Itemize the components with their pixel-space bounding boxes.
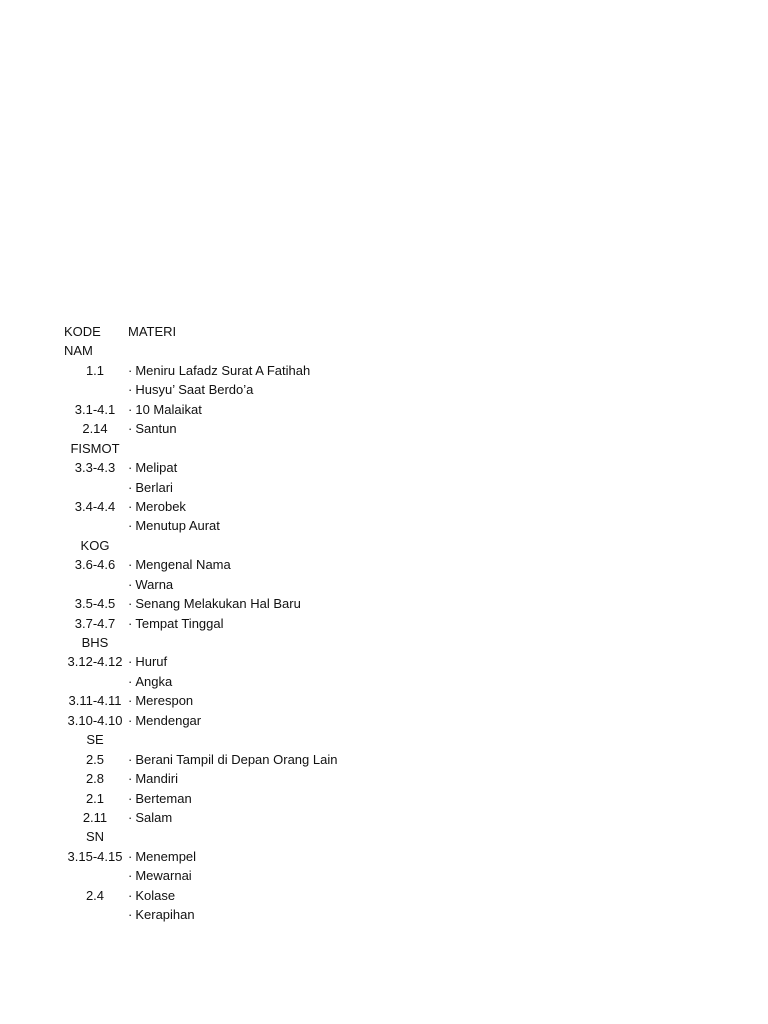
bullet-icon: · <box>128 615 133 631</box>
kode-cell: 3.7-4.7 <box>74 615 116 631</box>
materi-text: Tempat Tinggal <box>135 615 224 631</box>
materi-cell <box>128 691 193 710</box>
table-row <box>64 847 384 866</box>
materi-text: Kerapihan <box>135 907 195 923</box>
bullet-icon: · <box>128 887 133 903</box>
materi-text: Senang Melakukan Hal Baru <box>135 596 301 612</box>
materi-cell <box>128 808 172 827</box>
kode-cell: 3.4-4.4 <box>74 498 116 514</box>
kode-cell: 1.1 <box>85 362 105 378</box>
bullet-icon: · <box>128 557 133 573</box>
bullet-icon: · <box>128 362 133 378</box>
section-label: SN <box>85 829 105 845</box>
table-row <box>64 380 384 399</box>
materi-cell <box>128 886 175 905</box>
bullet-icon: · <box>128 868 133 884</box>
materi-text: Mandiri <box>135 771 178 787</box>
materi-text: Salam <box>135 809 173 825</box>
materi-text: Santun <box>135 421 177 437</box>
materi-cell <box>128 905 195 924</box>
materi-text: Angka <box>135 673 173 689</box>
bullet-icon: · <box>128 771 133 787</box>
bullet-icon: · <box>128 498 133 514</box>
bullet-icon: · <box>128 673 133 689</box>
materi-header: MATERI <box>128 324 177 339</box>
bullet-icon: · <box>128 693 133 709</box>
materi-cell <box>128 516 220 535</box>
bullet-icon: · <box>128 712 133 728</box>
materi-cell <box>128 555 231 574</box>
kode-cell: 2.4 <box>85 887 105 903</box>
kode-cell: 2.14 <box>82 421 108 437</box>
section-row <box>64 827 384 846</box>
kode-cell: 3.5-4.5 <box>74 596 116 612</box>
table-row <box>64 886 384 905</box>
table-row <box>64 691 384 710</box>
materi-text: Kolase <box>135 887 176 903</box>
materi-text: Warna <box>135 576 174 592</box>
materi-text: Meniru Lafadz Surat A Fatihah <box>135 362 311 378</box>
materi-cell <box>128 789 192 808</box>
materi-cell <box>128 594 301 613</box>
kode-cell: 3.12-4.12 <box>67 654 123 670</box>
section-row <box>64 341 384 360</box>
materi-text: Berlari <box>135 479 173 495</box>
table-row <box>64 769 384 788</box>
materi-cell <box>128 614 224 633</box>
kode-cell: 3.1-4.1 <box>74 401 116 417</box>
table-row <box>64 594 384 613</box>
kode-cell: 2.5 <box>85 751 105 767</box>
materi-cell <box>128 361 310 380</box>
bullet-icon: · <box>128 460 133 476</box>
materi-text: Merobek <box>135 498 186 514</box>
table-row <box>64 555 384 574</box>
section-label: SE <box>86 732 104 748</box>
materi-text: 10 Malaikat <box>135 401 202 417</box>
materi-cell <box>128 575 173 594</box>
table-header-row <box>64 322 384 341</box>
table-row <box>64 672 384 691</box>
bullet-icon: · <box>128 654 133 670</box>
materi-cell <box>128 478 173 497</box>
materi-cell <box>128 750 337 769</box>
table-row <box>64 652 384 671</box>
section-label: FISMOT <box>70 440 120 456</box>
table-body <box>64 341 384 924</box>
bullet-icon: · <box>128 479 133 495</box>
bullet-icon: · <box>128 382 133 398</box>
kode-cell: 3.6-4.6 <box>74 557 116 573</box>
table-row <box>64 361 384 380</box>
table-row <box>64 789 384 808</box>
table-row <box>64 866 384 885</box>
bullet-icon: · <box>128 596 133 612</box>
kode-cell: 2.11 <box>82 809 108 825</box>
materi-text: Merespon <box>135 693 194 709</box>
materi-text: Menempel <box>135 848 197 864</box>
section-row <box>64 536 384 555</box>
kode-cell: 2.8 <box>85 771 105 787</box>
materi-cell <box>128 866 192 885</box>
materi-text: Berteman <box>135 790 192 806</box>
section-label: NAM <box>64 343 93 359</box>
materi-cell <box>128 847 196 866</box>
section-row <box>64 730 384 749</box>
materi-cell <box>128 769 178 788</box>
bullet-icon: · <box>128 518 133 534</box>
bullet-icon: · <box>128 751 133 767</box>
table-row <box>64 808 384 827</box>
materi-cell <box>128 711 201 730</box>
table-row <box>64 614 384 633</box>
bullet-icon: · <box>128 421 133 437</box>
table-row <box>64 419 384 438</box>
kode-cell: 3.15-4.15 <box>67 848 123 864</box>
materi-cell <box>128 400 202 419</box>
table-row <box>64 516 384 535</box>
bullet-icon: · <box>128 848 133 864</box>
materi-text: Menutup Aurat <box>135 518 220 534</box>
materi-cell <box>128 419 177 438</box>
materi-cell <box>128 652 167 671</box>
materi-text: Huruf <box>135 654 168 670</box>
materi-text: Mengenal Nama <box>135 557 231 573</box>
table-row <box>64 497 384 516</box>
bullet-icon: · <box>128 576 133 592</box>
materi-cell <box>128 672 172 691</box>
table-row <box>64 458 384 477</box>
table-row <box>64 711 384 730</box>
section-label: BHS <box>81 635 109 650</box>
materi-cell <box>128 458 177 477</box>
table-row <box>64 575 384 594</box>
materi-cell <box>128 380 253 399</box>
bullet-icon: · <box>128 401 133 417</box>
kode-materi-table <box>64 322 384 925</box>
bullet-icon: · <box>128 907 133 923</box>
materi-text: Husyu’ Saat Berdo’a <box>135 382 254 398</box>
section-row <box>64 633 384 652</box>
kode-cell: 3.10-4.10 <box>67 712 123 728</box>
section-row <box>64 439 384 458</box>
kode-cell: 3.11-4.11 <box>68 693 122 709</box>
kode-cell: 2.1 <box>85 790 105 806</box>
table-row <box>64 478 384 497</box>
section-label: KOG <box>80 537 110 553</box>
materi-text: Mewarnai <box>135 868 192 884</box>
materi-text: Melipat <box>135 460 178 476</box>
table-row <box>64 750 384 769</box>
bullet-icon: · <box>128 809 133 825</box>
kode-cell: 3.3-4.3 <box>74 460 116 476</box>
kode-header: KODE <box>64 324 101 339</box>
materi-text: Mendengar <box>135 712 202 728</box>
bullet-icon: · <box>128 790 133 806</box>
materi-cell <box>128 497 186 516</box>
table-row <box>64 400 384 419</box>
materi-text: Berani Tampil di Depan Orang Lain <box>135 751 338 767</box>
table-row <box>64 905 384 924</box>
